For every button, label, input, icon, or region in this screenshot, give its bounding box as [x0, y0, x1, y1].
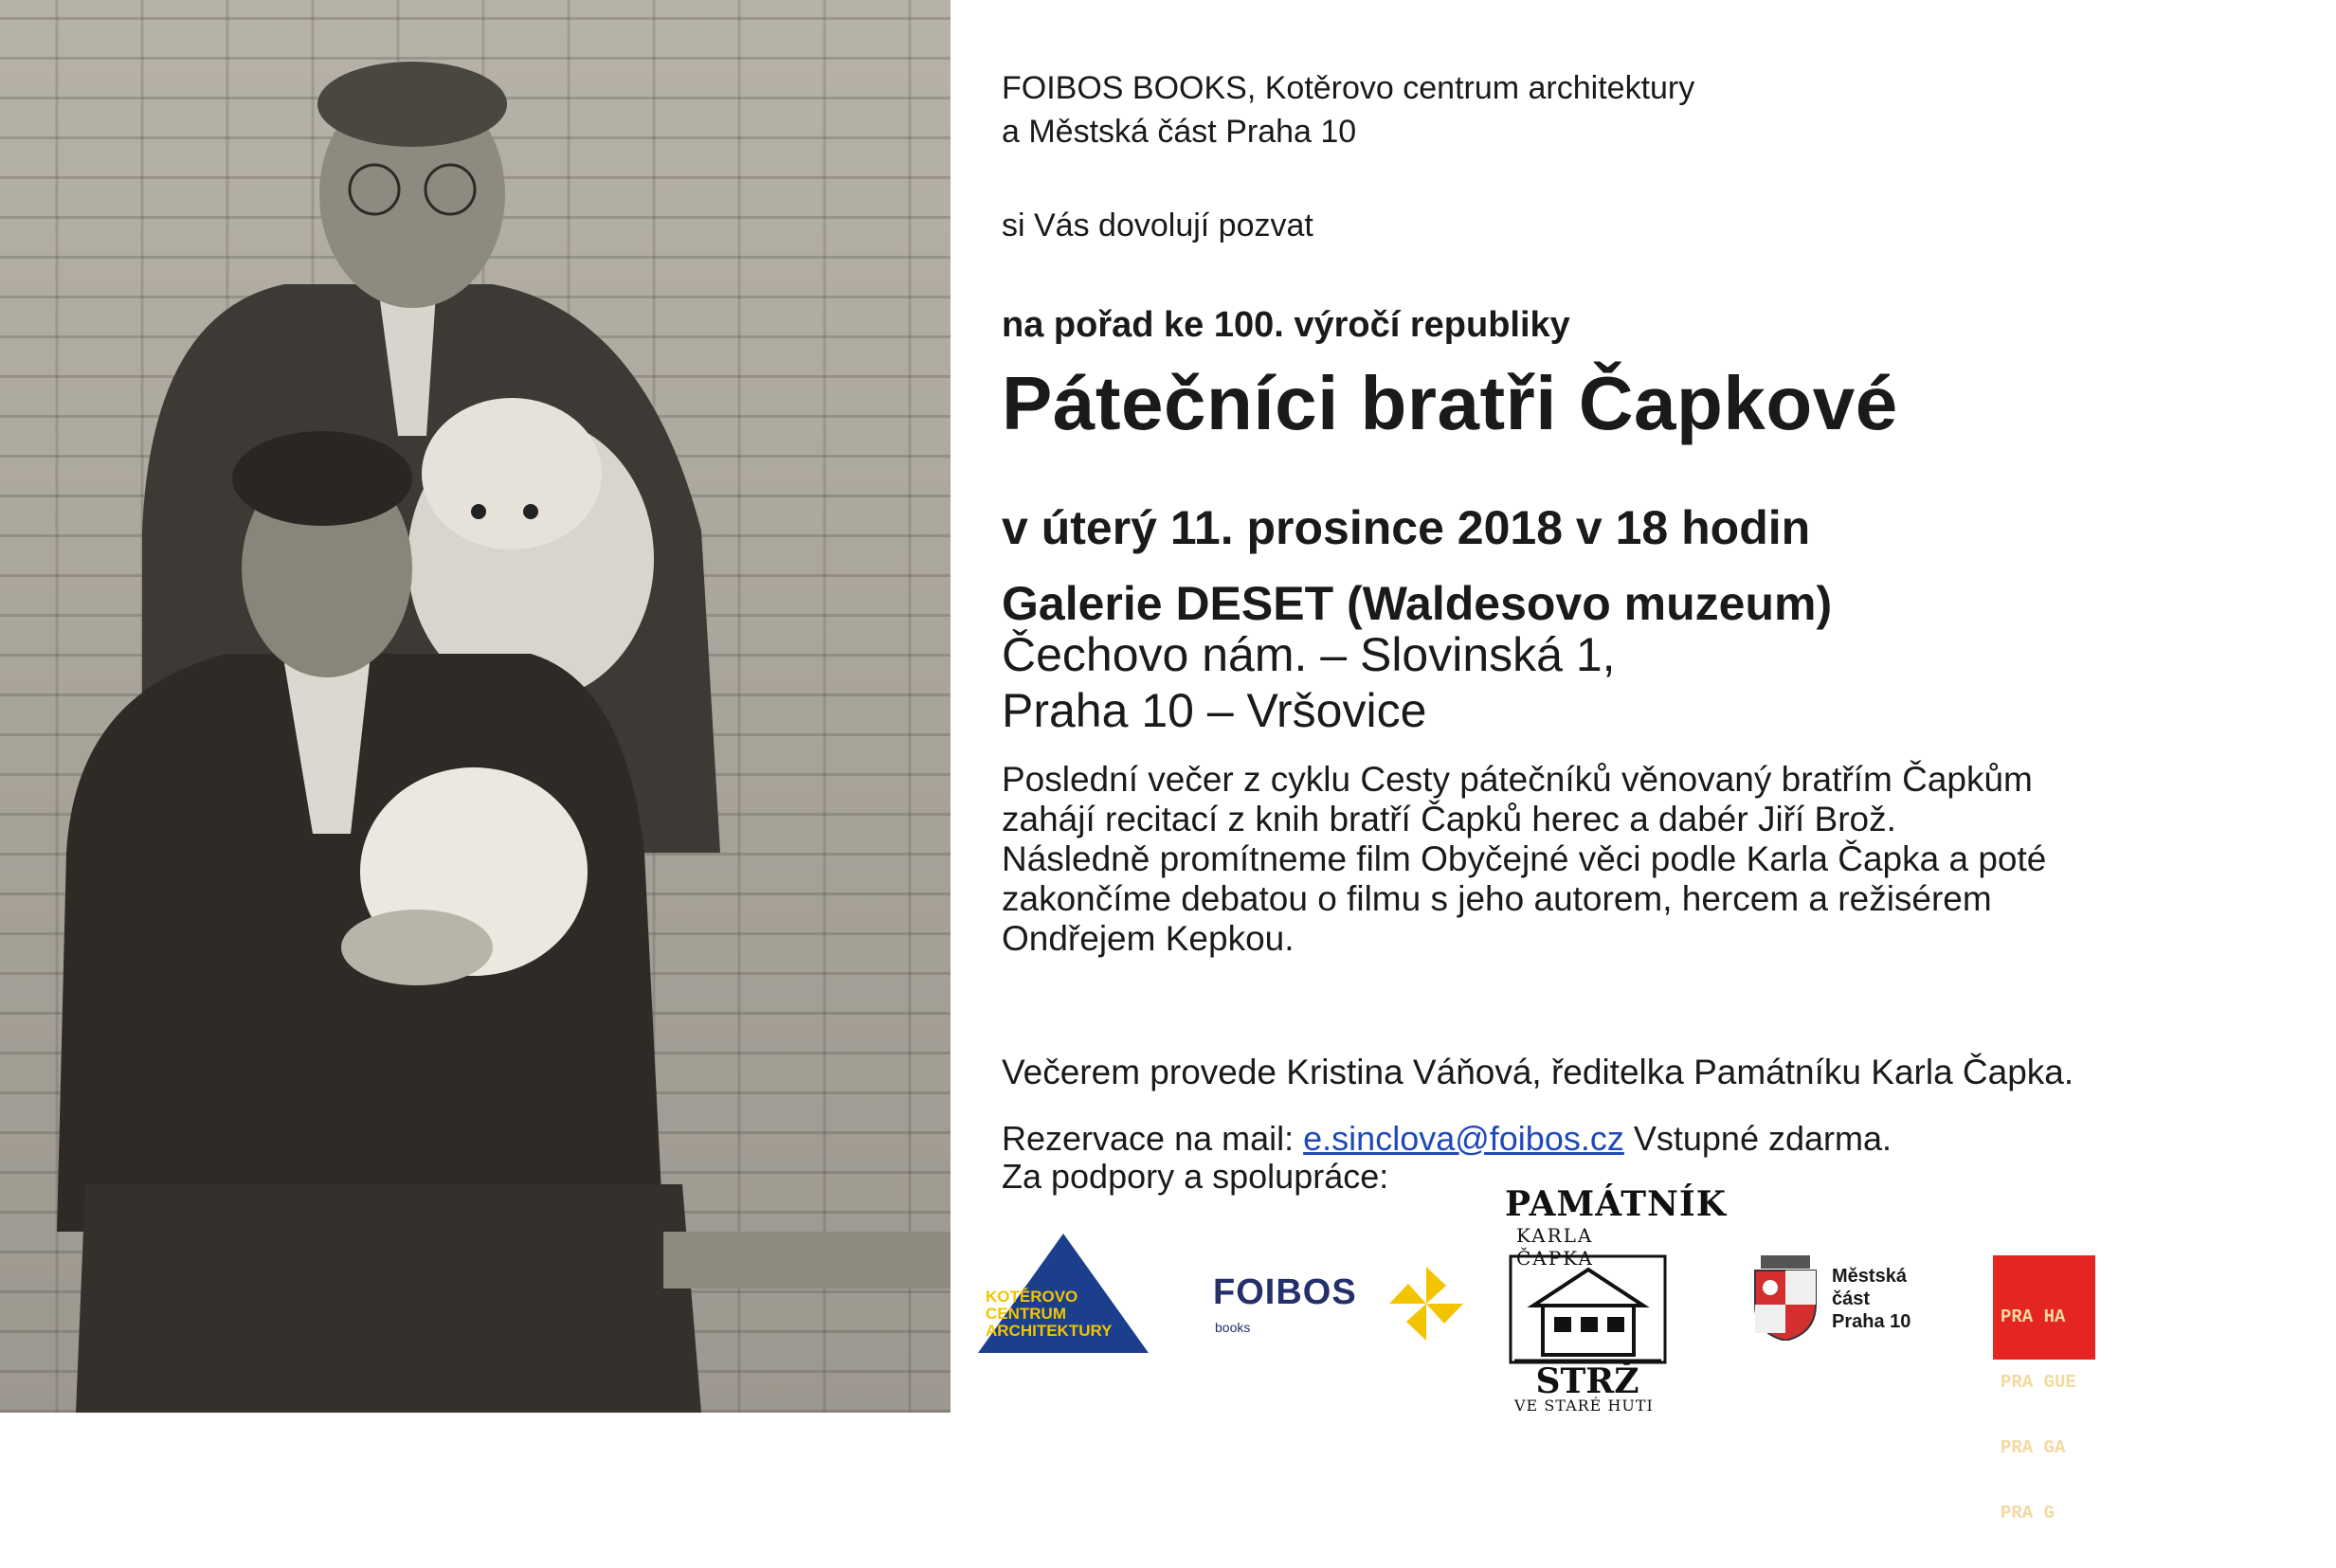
- address-line2: Praha 10 – Vršovice: [1002, 684, 1427, 737]
- koterovo-line2: CENTRUM: [986, 1305, 1066, 1323]
- description-line4: zakončíme debatou o filmu s jeho autorem, hercem a režisérem: [1002, 879, 1992, 918]
- event-title: Pátečníci bratři Čapkové: [1002, 361, 1898, 445]
- event-address: [1002, 627, 1616, 739]
- organizers: [1002, 66, 1694, 153]
- event-venue: Galerie DESET (Waldesovo muzeum): [1002, 577, 1833, 630]
- description-line3: Následně promítneme film Obyčejné věci podle Karla Čapka a poté: [1002, 839, 2047, 878]
- foibos-word: FOIBOS: [1213, 1272, 1357, 1312]
- contact-block: [1002, 1120, 1892, 1196]
- koterovo-line3: ARCHITEKTURY: [986, 1322, 1113, 1340]
- pamatnik-logo: [1505, 1184, 1728, 1415]
- event-pretitle: na pořad ke 100. výročí republiky: [1002, 305, 1570, 345]
- koterovo-line1: KOTĚROVO: [986, 1288, 1078, 1306]
- reservation-prefix: Rezervace na mail:: [1002, 1119, 1295, 1158]
- pamatnik-center: STRŽ: [1535, 1361, 1639, 1398]
- event-date: v úterý 11. prosince 2018 v 18 hodin: [1002, 501, 1811, 554]
- description-line5: Ondřejem Kepkou.: [1002, 919, 1295, 958]
- pamatnik-subtitle: KARLA ČAPKA: [1516, 1224, 1594, 1270]
- invite-text: si Vás dovolují pozvat: [1002, 207, 1313, 243]
- koterovo-logo: [978, 1234, 1149, 1353]
- email-link[interactable]: e.sinclova@foibos.cz: [1303, 1119, 1624, 1158]
- praha10-logo: [1751, 1255, 1931, 1350]
- organizers-line2: a Městská část Praha 10: [1002, 114, 1357, 150]
- prague-row-1: PRA HA: [2001, 1307, 2066, 1327]
- entry-note: Vstupné zdarma.: [1633, 1119, 1892, 1158]
- praha10-line1: Městská: [1832, 1266, 1907, 1287]
- coat-of-arms-icon: [1751, 1255, 1820, 1341]
- support-label: Za podpory a spolupráce:: [1002, 1157, 1389, 1196]
- prague-row-4: PRA G: [2001, 1503, 2055, 1523]
- organizers-line1: FOIBOS BOOKS, Kotěrovo centrum architektury: [1002, 70, 1695, 106]
- foibos-sub: books: [1215, 1320, 1251, 1335]
- pamatnik-center-word: [1505, 1361, 1671, 1398]
- praha10-line2: část: [1832, 1289, 1871, 1309]
- pamatnik-bottom: VE STARÉ HUTI: [1514, 1397, 1654, 1415]
- brothers-photo-illustration: [0, 0, 951, 1413]
- pinwheel-icon: [1387, 1265, 1465, 1343]
- pamatnik-title: PAMÁTNÍK: [1505, 1184, 1728, 1224]
- reservation-line: [1002, 1120, 1892, 1158]
- foibos-logo: [1213, 1265, 1469, 1341]
- description-line2: zahájí recitací z knih bratří Čapků herec a dabér Jiří Brož.: [1002, 800, 1896, 838]
- event-description: [1002, 760, 2046, 959]
- historic-photo: [0, 0, 951, 1413]
- host-text: Večerem provede Kristina Váňová, ředitelka Památníku Karla Čapka.: [1002, 1053, 2074, 1091]
- praha10-line3: Praha 10: [1832, 1311, 1911, 1332]
- prague-row-2: PRA GUE: [2001, 1372, 2076, 1393]
- prague-logo: [1993, 1255, 2095, 1523]
- address-line1: Čechovo nám. – Slovinská 1,: [1002, 628, 1616, 681]
- description-line1: Poslední večer z cyklu Cesty pátečníků věnovaný bratřím Čapkům: [1002, 760, 2033, 799]
- prague-row-3: PRA GA: [2001, 1437, 2066, 1458]
